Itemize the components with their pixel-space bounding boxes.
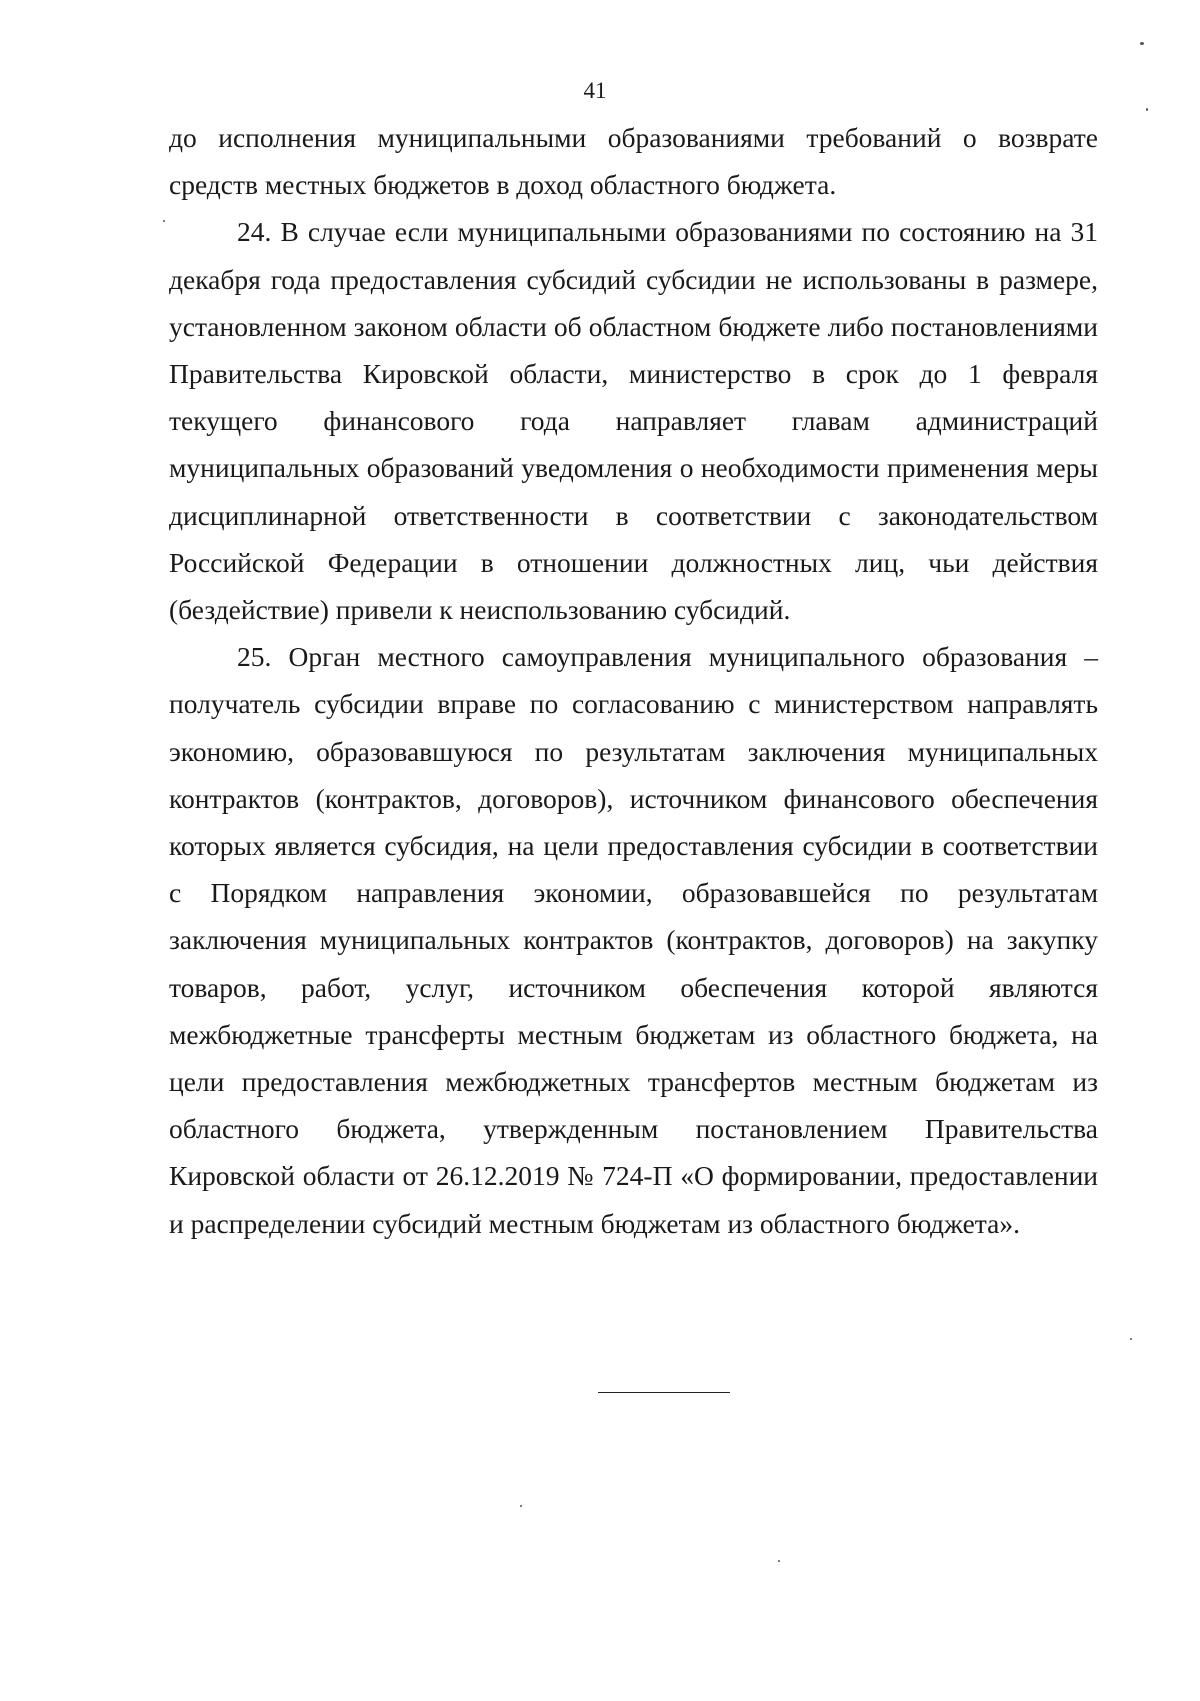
paragraph-clause-25: 25. Орган местного самоуправления муниципального образования – получатель субсидии вправе по согласованию с министерством направлять экономию, образовавшуюся по результатам заключения муниципальных контрактов (контрактов, договоров), источником финансового обеспечения которых является субсидия, на цели предоставления субсидии в соответствии с Порядком направления экономии, образовавшейся по результатам заключения муниципальных контрактов (контрактов, договоров) на закупку товаров, работ, услуг, источником обеспечения которой являются межбюджетные трансферты местным бюджетам из областного бюджета, на цели предоставления межбюджетных трансфертов местным бюджетам из областного бюджета, утвержденным постановлением Правительства Кировской области от 26.12.2019 № 724-П «О формировании, предоставлении и распределении субсидий местным бюджетам из областного бюджета». <box>169 641 1098 1239</box>
document-body <box>169 114 1098 1247</box>
scan-speck <box>1140 42 1144 45</box>
paragraph-continuation: до исполнения муниципальными образованиями требований о возврате средств местных бюджетов в доход областного бюджета. <box>169 122 1098 201</box>
scan-speck <box>1130 1338 1132 1340</box>
scan-speck <box>520 1505 522 1507</box>
scan-speck <box>163 220 165 222</box>
scan-speck <box>1146 108 1148 111</box>
paragraph-clause-24: 24. В случае если муниципальными образованиями по состоянию на 31 декабря года предоставления субсидий субсидии не использованы в размере, установленном законом области об областном бюджете либо постановлениями Правительства Кировской области, министерство в срок до 1 февраля текущего финансового года направляет главам администраций муниципальных образований уведомления о необходимости применения меры дисциплинарной ответственности в соответствии с законодательством Российской Федерации в отношении должностных лиц, чьи действия (бездействие) привели к неиспользованию субсидий. <box>169 216 1098 626</box>
end-of-document-line <box>598 1392 730 1393</box>
scan-speck <box>778 1560 780 1562</box>
page-number: 41 <box>583 78 607 103</box>
